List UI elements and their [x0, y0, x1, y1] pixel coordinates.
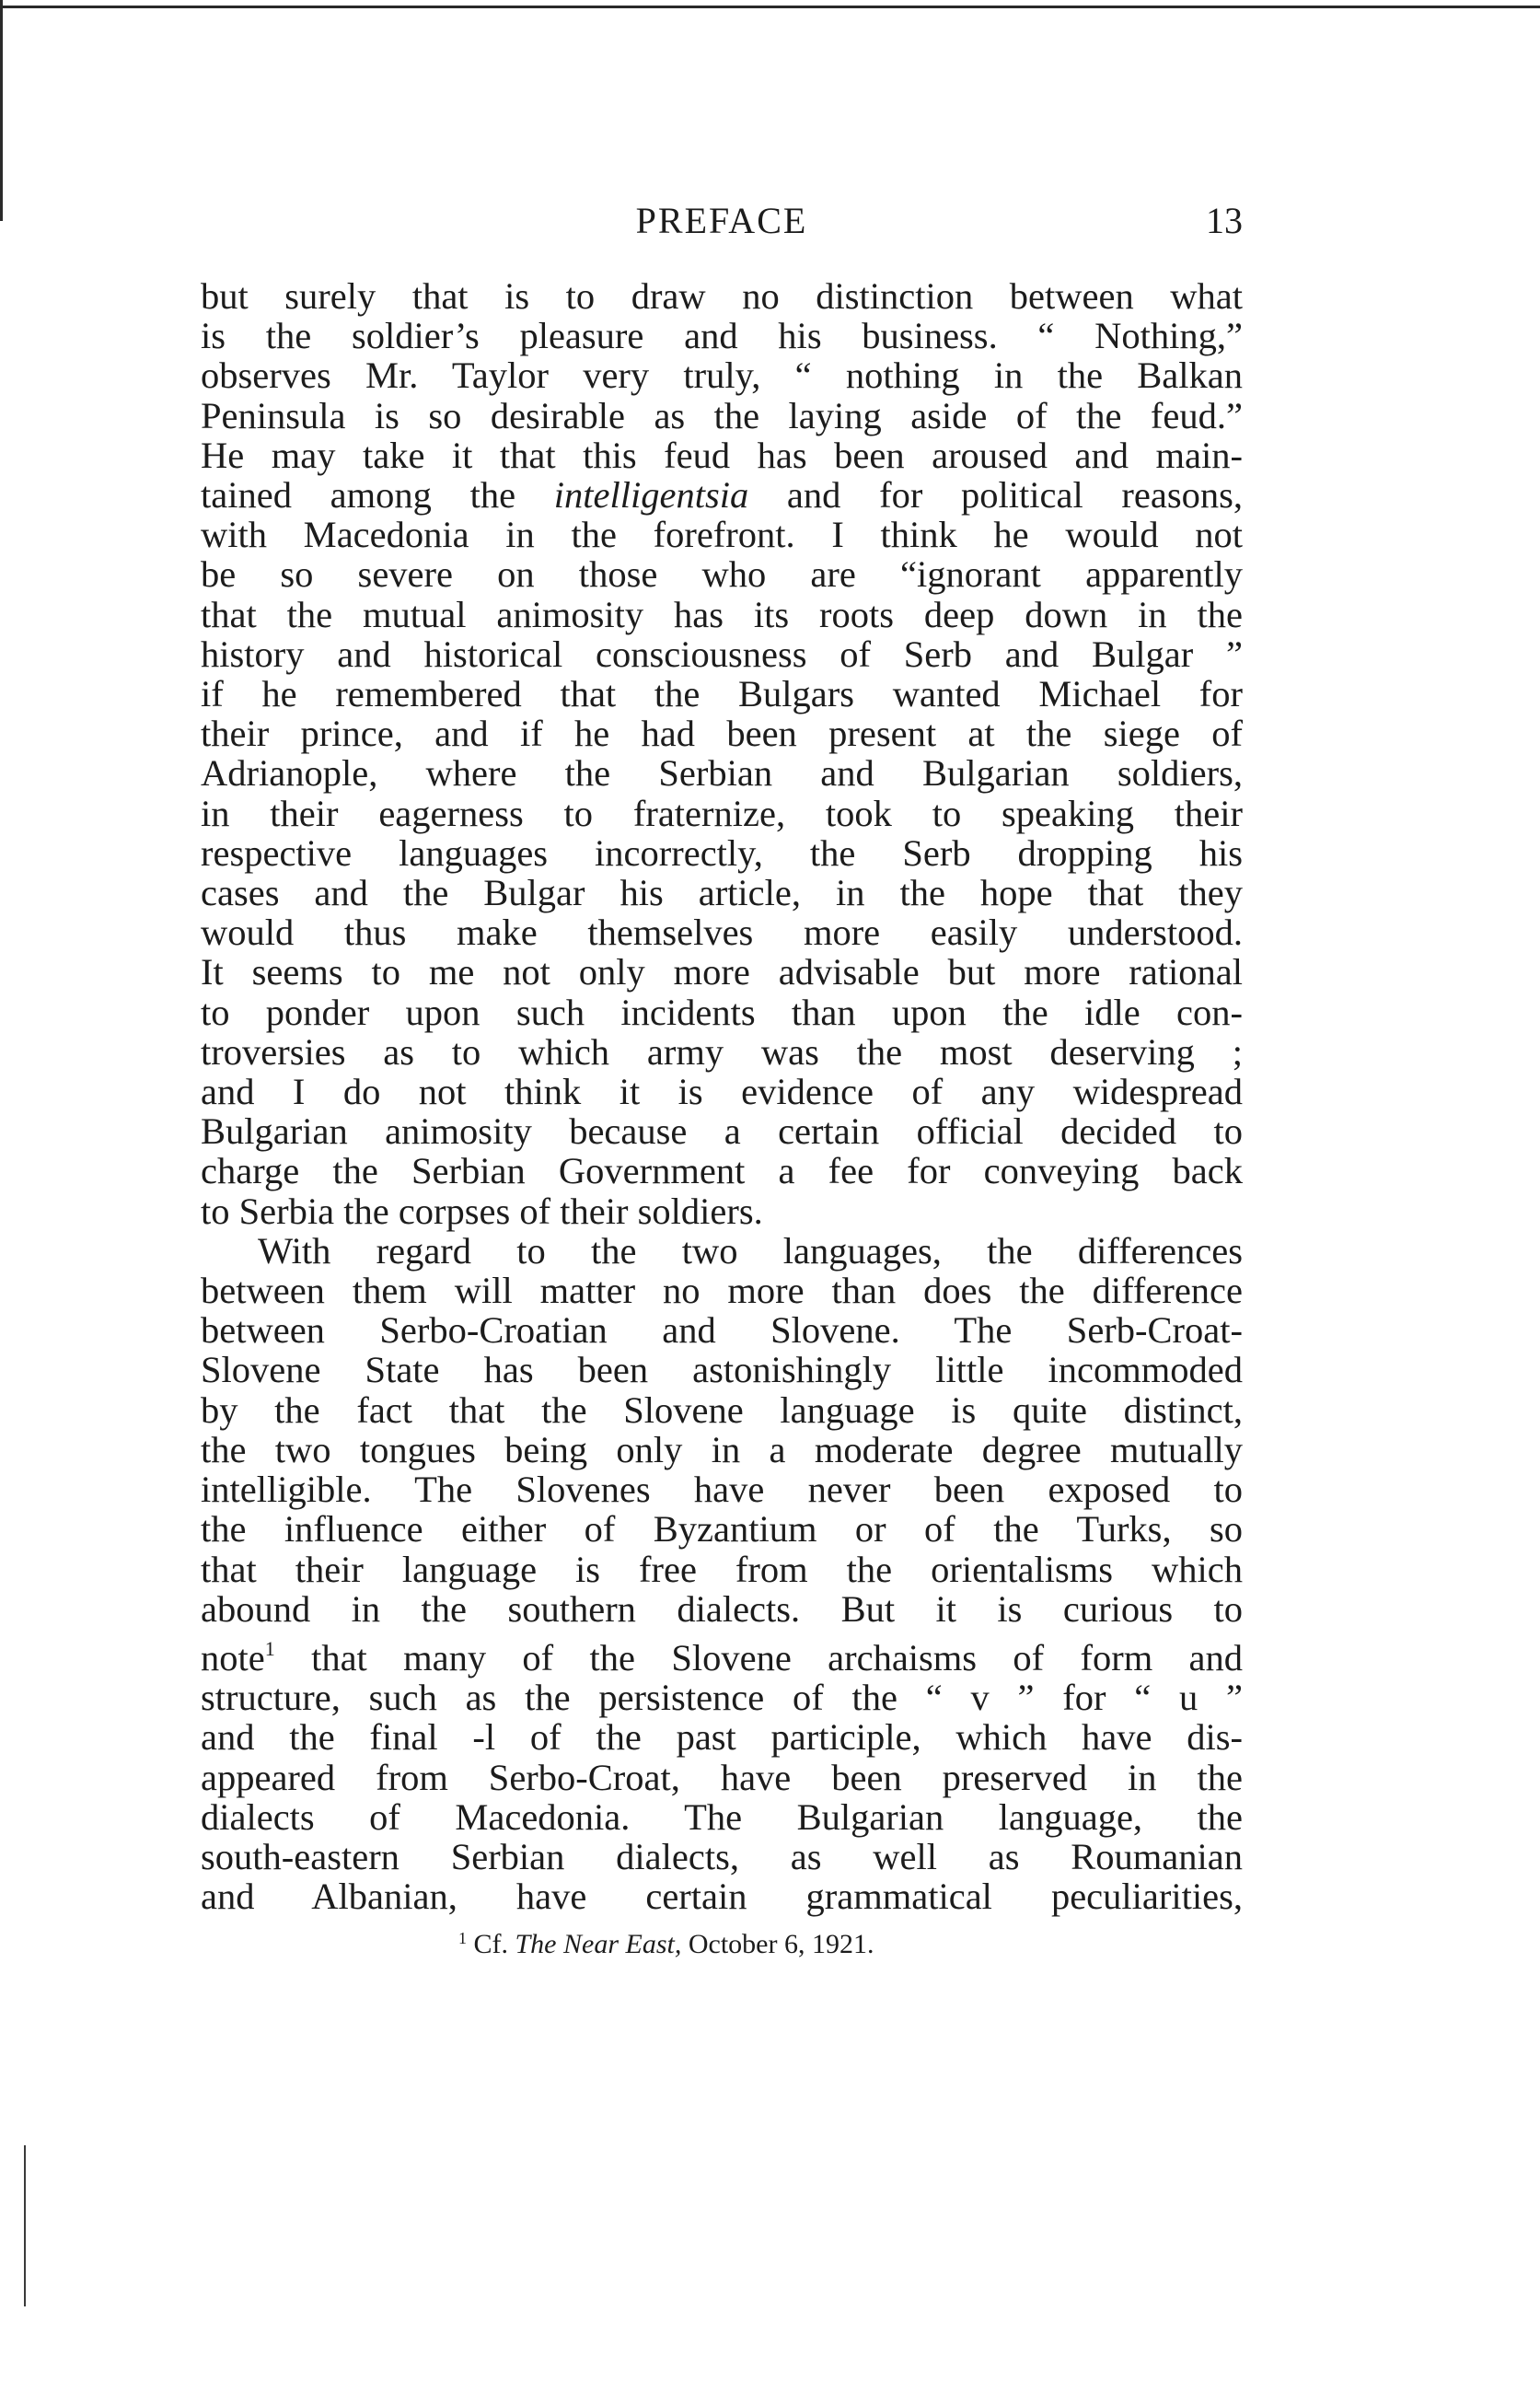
text-line: abound in the southern dialects. But it is curious to — [201, 1587, 1243, 1630]
paragraph-2 — [201, 1231, 1243, 1916]
text-line: with Macedonia in the forefront. I think he would not — [201, 514, 1243, 556]
text-line: and Albanian, have certain grammatical peculiarities, — [201, 1876, 1243, 1918]
text-run: that many of the Slovene archaisms of form and — [274, 1636, 1243, 1678]
text-line: troversies as to which army was the most deserving ; — [201, 1030, 1243, 1073]
book-page — [201, 193, 1243, 1963]
text-line: history and historical consciousness of Serb and Bulgar ” — [201, 633, 1243, 675]
footnote-marker: 1 — [458, 1929, 467, 1948]
text-line: dialects of Macedonia. The Bulgarian language, the — [201, 1795, 1243, 1838]
text-line: and I do not think it is evidence of any widespread — [201, 1071, 1243, 1113]
text-line: the influence either of Byzantium or of the Turks, so — [201, 1508, 1243, 1551]
text-line: between them will matter no more than does the difference — [201, 1270, 1243, 1312]
footnote-reference[interactable]: 1 — [264, 1636, 275, 1660]
text-line: in their eagerness to fraternize, took to speaking their — [201, 792, 1243, 834]
footnote — [201, 1920, 1243, 1963]
scan-left-rule — [0, 0, 3, 221]
text-line: Bulgarian animosity because a certain official decided to — [201, 1110, 1243, 1153]
text-line: observes Mr. Taylor very truly, “ nothing in the Balkan — [201, 354, 1243, 397]
text-line: structure, such as the persistence of the “ v ” for “ u ” — [201, 1677, 1243, 1719]
text-line: cases and the Bulgar his article, in the hope that they — [201, 872, 1243, 914]
footnote-prefix: Cf. — [467, 1929, 515, 1960]
body-text — [201, 276, 1243, 1916]
text-line: between Serbo-Croatian and Slovene. The Serb-Croat- — [201, 1309, 1243, 1352]
footnote-source: The Near East, — [515, 1929, 682, 1960]
scan-left-rule-bottom — [24, 2145, 26, 2306]
text-line: He may take it that this feud has been aroused and main- — [201, 434, 1243, 476]
paragraph-1 — [201, 276, 1243, 1231]
text-line: With regard to the two languages, the differences — [258, 1229, 1243, 1272]
text-line: to ponder upon such incidents than upon the idle con- — [201, 991, 1243, 1033]
text-line: appeared from Serbo-Croat, have been preserved in the — [201, 1756, 1243, 1798]
text-line: by the fact that the Slovene language is quite distinct, — [201, 1388, 1243, 1431]
text-line: if he remembered that the Bulgars wanted Michael for — [201, 673, 1243, 715]
page-number: 13 — [1206, 200, 1243, 241]
text-line: south-eastern Serbian dialects, as well as Roumanian — [201, 1835, 1243, 1877]
italic-term: intelligentsia — [553, 474, 749, 517]
text-line: charge the Serbian Government a fee for conveying back — [201, 1150, 1243, 1192]
text-line: Adrianople, where the Serbian and Bulgarian soldiers, — [201, 752, 1243, 795]
text-line: the two tongues being only in a moderate degree mutually — [201, 1428, 1243, 1470]
text-line: to Serbia the corpses of their soldiers. — [201, 1190, 763, 1232]
text-line: but surely that is to draw no distinction between what — [201, 275, 1243, 317]
text-line: intelligible. The Slovenes have never been exposed to — [201, 1469, 1243, 1511]
running-head — [201, 193, 1243, 249]
text-line: Slovene State has been astonishingly little incommoded — [201, 1349, 1243, 1391]
text-line: would thus make themselves more easily understood. — [201, 912, 1243, 954]
text-line: that the mutual animosity has its roots deep down in the — [201, 593, 1243, 635]
running-title: PREFACE — [635, 200, 808, 241]
text-line: and the final -l of the past participle, which have dis- — [201, 1716, 1243, 1759]
text-line: It seems to me not only more advisable but more rational — [201, 951, 1243, 993]
text-line — [201, 1629, 1243, 1678]
text-line: be so severe on those who are “ignorant apparently — [201, 553, 1243, 596]
text-line: respective languages incorrectly, the Serb dropping his — [201, 831, 1243, 874]
text-line: is the soldier’s pleasure and his business. “ Nothing,” — [201, 315, 1243, 357]
text-line — [201, 475, 1243, 515]
text-run: and for political reasons, — [748, 474, 1243, 517]
scan-top-rule — [0, 6, 1540, 8]
text-run: note — [201, 1636, 265, 1678]
text-run: tained among the — [201, 474, 554, 517]
text-line: their prince, and if he had been present at the siege of — [201, 713, 1243, 755]
footnote-date: October 6, 1921. — [681, 1929, 874, 1960]
text-line: Peninsula is so desirable as the laying aside of the feud.” — [201, 394, 1243, 436]
text-line: that their language is free from the orientalisms which — [201, 1548, 1243, 1590]
